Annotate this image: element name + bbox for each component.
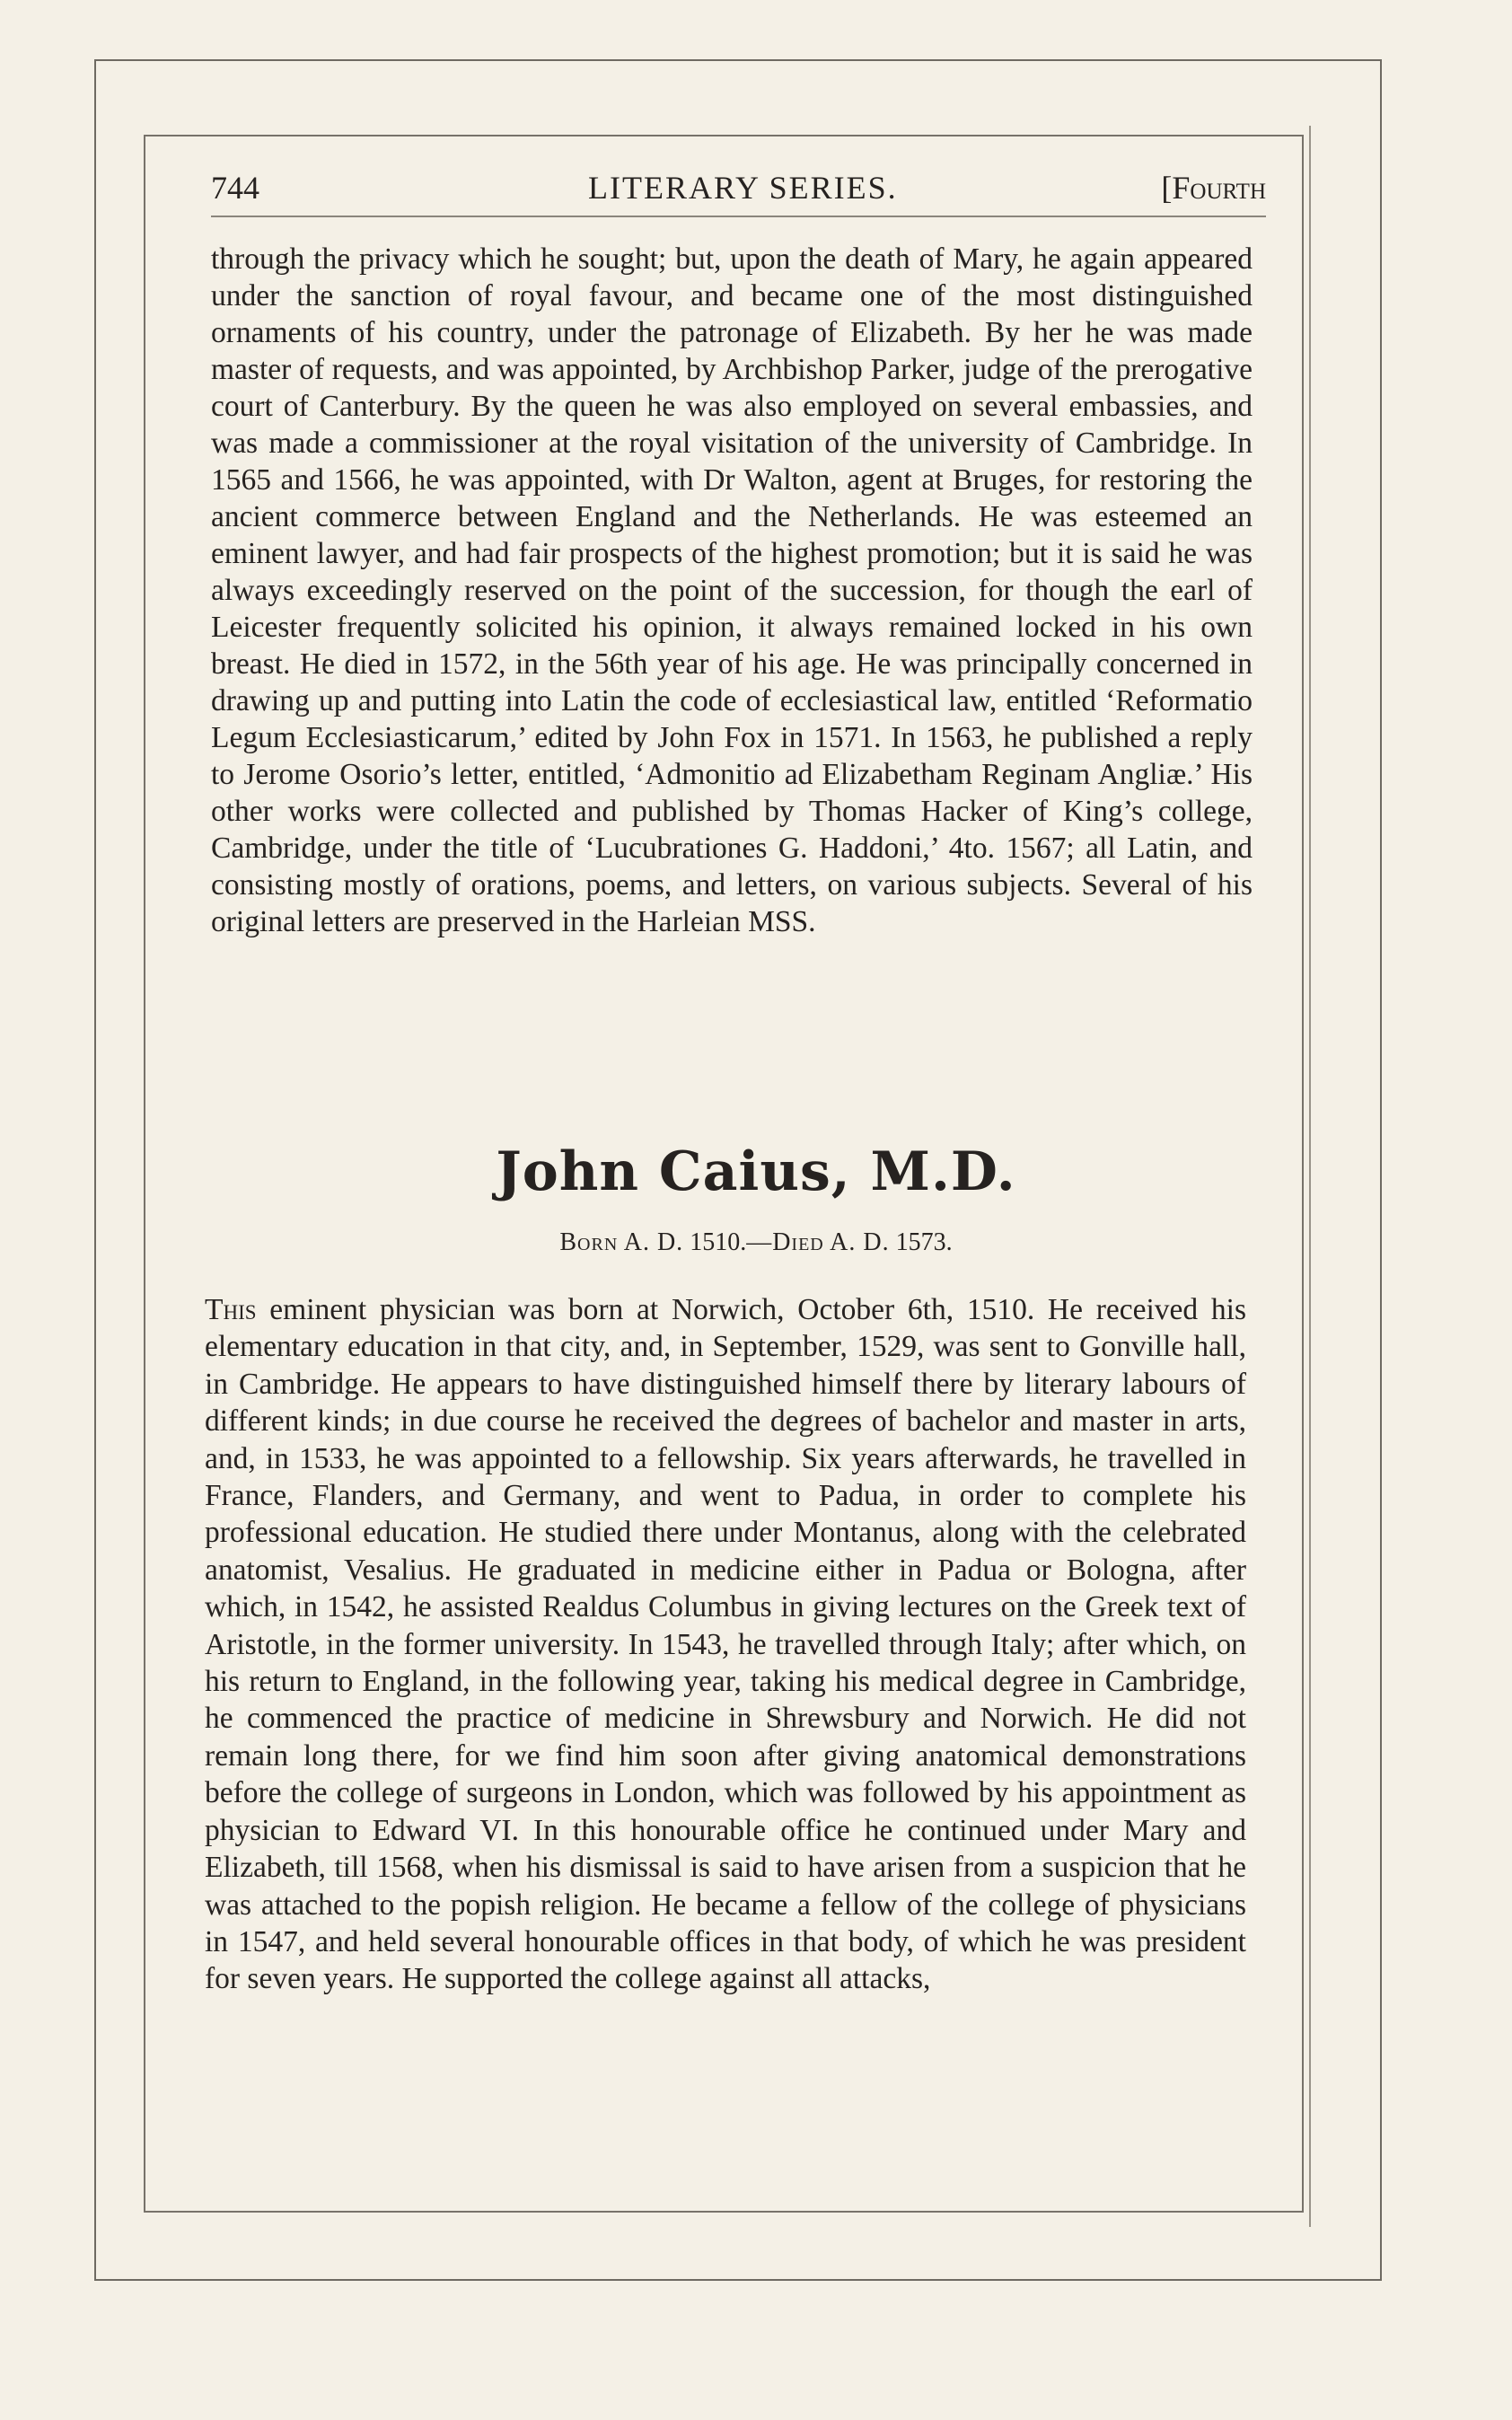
continued-paragraph: through the privacy which he sought; but, upon the death of Mary, he again appeared under the sanction of royal favour, and became one of the most distinguished ornaments of his country, under the patronage of Elizabeth. By her he was made master of requests, and was appointed, by Archbishop Parker, judge of the prerogative court of Canterbury. By the queen he was also employed on several embassies, and was made a commissioner at the royal visitation of the university of Cambridge. In 1565 and 1566, he was appointed, with Dr Walton, agent at Bruges, for restoring the ancient commerce between England and the Netherlands. He was esteemed an eminent lawyer, and had fair prospects of the highest promotion; but it is said he was always exceedingly reserved on the point of the succession, for though the earl of Leicester frequently solicited his opinion, it always remained locked in his own breast. He died in 1572, in the 56th year of his age. He was principally concerned in drawing up and putting into Latin the code of ecclesiastical law, entitled ‘Reformatio Legum Ecclesiasticarum,’ edited by John Fox in 1571. In 1563, he published a reply to Jerome Osorio’s letter, entitled, ‘Admonitio ad Elizabetham Reginam Angliæ.’ His other works were collected and published by Thomas Hacker of King’s college, Cambridge, under the title of ‘Lucubrationes G. Haddoni,’ 4to. 1567; all Latin, and consisting mostly of orations, poems, and letters, on various subjects. Several of his original letters are preserved in the Harleian MSS. [211,242,1253,938]
running-head [211,169,1266,208]
page-number: 744 [211,170,259,206]
series-title: LITERARY SERIES. [588,170,898,206]
biography-title: John Caius, M.D. [496,1140,1016,1203]
biography-body: eminent physician was born at Norwich, October 6th, 1510. He received his elementary education in that city, and, in September, 1529, was sent to Gonville hall, in Cambridge. He appears to have distinguished himself there by literary labours of different kinds; in due course he received the degrees of bachelor and master in arts, and, in 1533, he was appointed to a fellowship. Six years afterwards, he travelled in France, Flanders, and Germany, and went to Padua, in order to complete his professional education. He studied there under Montanus, along with the celebrated anatomist, Vesalius. He graduated in medicine either in Padua or Bologna, after which, in 1542, he assisted Realdus Columbus in giving lectures on the Greek text of Aristotle, in the former university. In 1543, he travelled through Italy; after which, on his return to England, in the following year, taking his medical degree in Cambridge, he commenced the practice of medicine in Shrewsbury and Norwich. He did not remain long there, for we find him soon after giving anatomical demonstrations before the college of surgeons in London, which was followed by his appointment as physician to Edward VI. In this honourable office he continued under Mary and Elizabeth, till 1568, when his dismissal is said to have arisen from a suspicion that he was attached to the popish religion. He became a fellow of the college of physicians in 1547, and held several honourable offices in that body, of which he was president for seven years. He supported the college against all attacks, [205,1293,1247,1996]
part-label: [Fourth [1161,170,1266,206]
born-label: Born A. D. [559,1228,684,1256]
died-label: —Died A. D. [746,1228,890,1256]
born-year: 1510. [690,1228,747,1256]
header-rule [211,216,1266,217]
opening-word: This [205,1293,257,1326]
biography-paragraph [205,1291,1246,1998]
biography-dates [0,1228,1512,1257]
died-year: 1573. [895,1228,953,1256]
